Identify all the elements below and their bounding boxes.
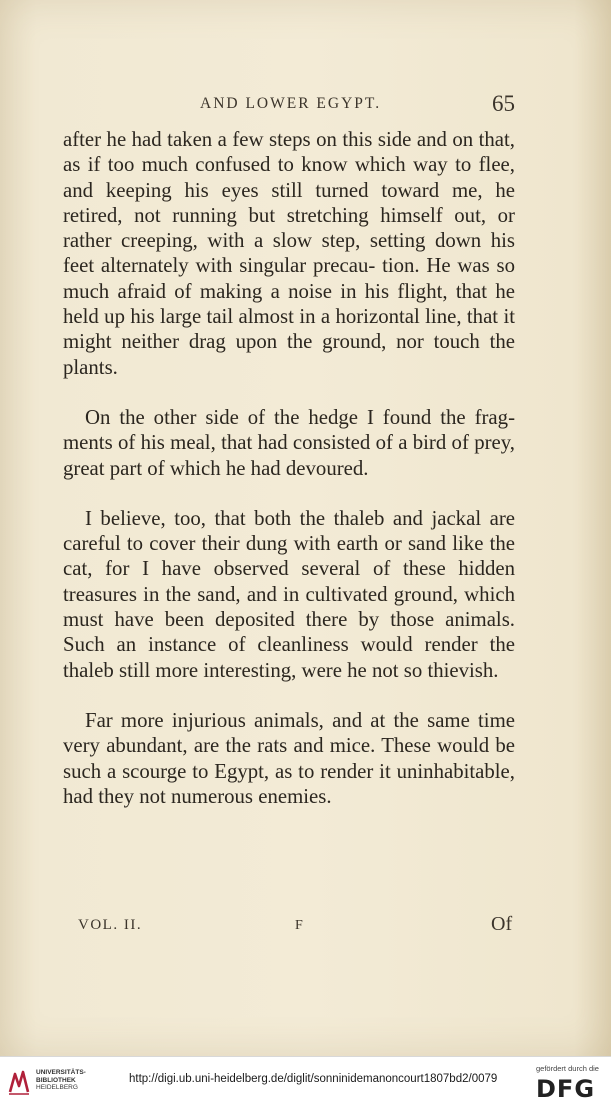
text-line: out, or rather creeping, with a slow step, setting [63,203,515,253]
signature-mark: F [295,918,303,933]
text-line: On the other side of the hedge I found the frag- [85,405,515,429]
text-line: I believe, too, that both the thaleb and jackal [85,506,490,530]
text-line: Far more injurious animals, and at the same [85,708,479,732]
text-line: in his flight, that he held up his large tail almost [63,279,515,329]
text-line: were he not so thievish. [301,658,499,682]
text-line: down his feet alternately with singular precau- [63,229,515,278]
text-line: would be such a scourge to Egypt, as to render it [63,734,515,783]
text-line: would render the thaleb still more interesting, [63,633,515,682]
signature-volume: VOL. II. [78,917,143,933]
digitization-bar [0,1056,611,1109]
text-line: after he had taken a few steps on this side and on [63,128,479,151]
text-line: time very abundant, are the rats and mice. These [63,708,515,758]
funded-by-label: gefördert durch die [536,1064,599,1073]
text-line: uninhabitable, had they not numerous enemies. [63,759,515,808]
text-line: hidden treasures in the sand, and in cultivated [63,557,515,606]
library-name-line: HEIDELBERG [36,1084,78,1091]
running-head: AND LOWER EGYPT. [200,95,382,112]
body-text [63,127,515,809]
paragraph-2 [63,405,515,481]
library-name [36,1069,96,1092]
text-line: tion. He was so much afraid of making a noise [63,254,516,303]
text-line: that, as if too much confused to know which way [63,128,515,177]
page-header [0,91,611,119]
text-line: to flee, and keeping his eyes still turned toward [63,153,515,202]
catchword: Of [491,913,513,935]
text-line: like the cat, for I have observed several of these [63,532,516,581]
text-line: are careful to cover their dung with earth or sand [63,506,515,556]
text-line: those animals. Such an instance of cleanliness [63,608,515,657]
page-number: 65 [492,91,515,116]
paragraph-1 [63,127,515,380]
text-line: prey, great part of which he had devoured. [63,431,515,480]
text-line: upon the ground, nor touch the plants. [63,330,515,379]
paragraph-4 [63,708,515,809]
source-url-link[interactable]: http://digi.ub.uni-heidelberg.de/diglit/sonninidemanoncourt1807bd2/0079 [129,1073,498,1085]
paragraph-3 [63,506,515,683]
text-line: ground, which must have been deposited there by [63,582,515,632]
university-logo-icon [7,1068,31,1096]
text-line: in a horizontal line, that it might neither drag [63,305,516,354]
dfg-logo: DFG [536,1075,596,1103]
text-line: ments of his meal, that had consisted of a bird of [63,431,475,455]
library-name-line: UNIVERSITÄTS- [36,1069,86,1076]
page-footer [0,913,611,939]
text-line: me, he retired, not running but stretching himself [63,178,515,227]
library-name-line: BIBLIOTHEK [36,1076,76,1084]
